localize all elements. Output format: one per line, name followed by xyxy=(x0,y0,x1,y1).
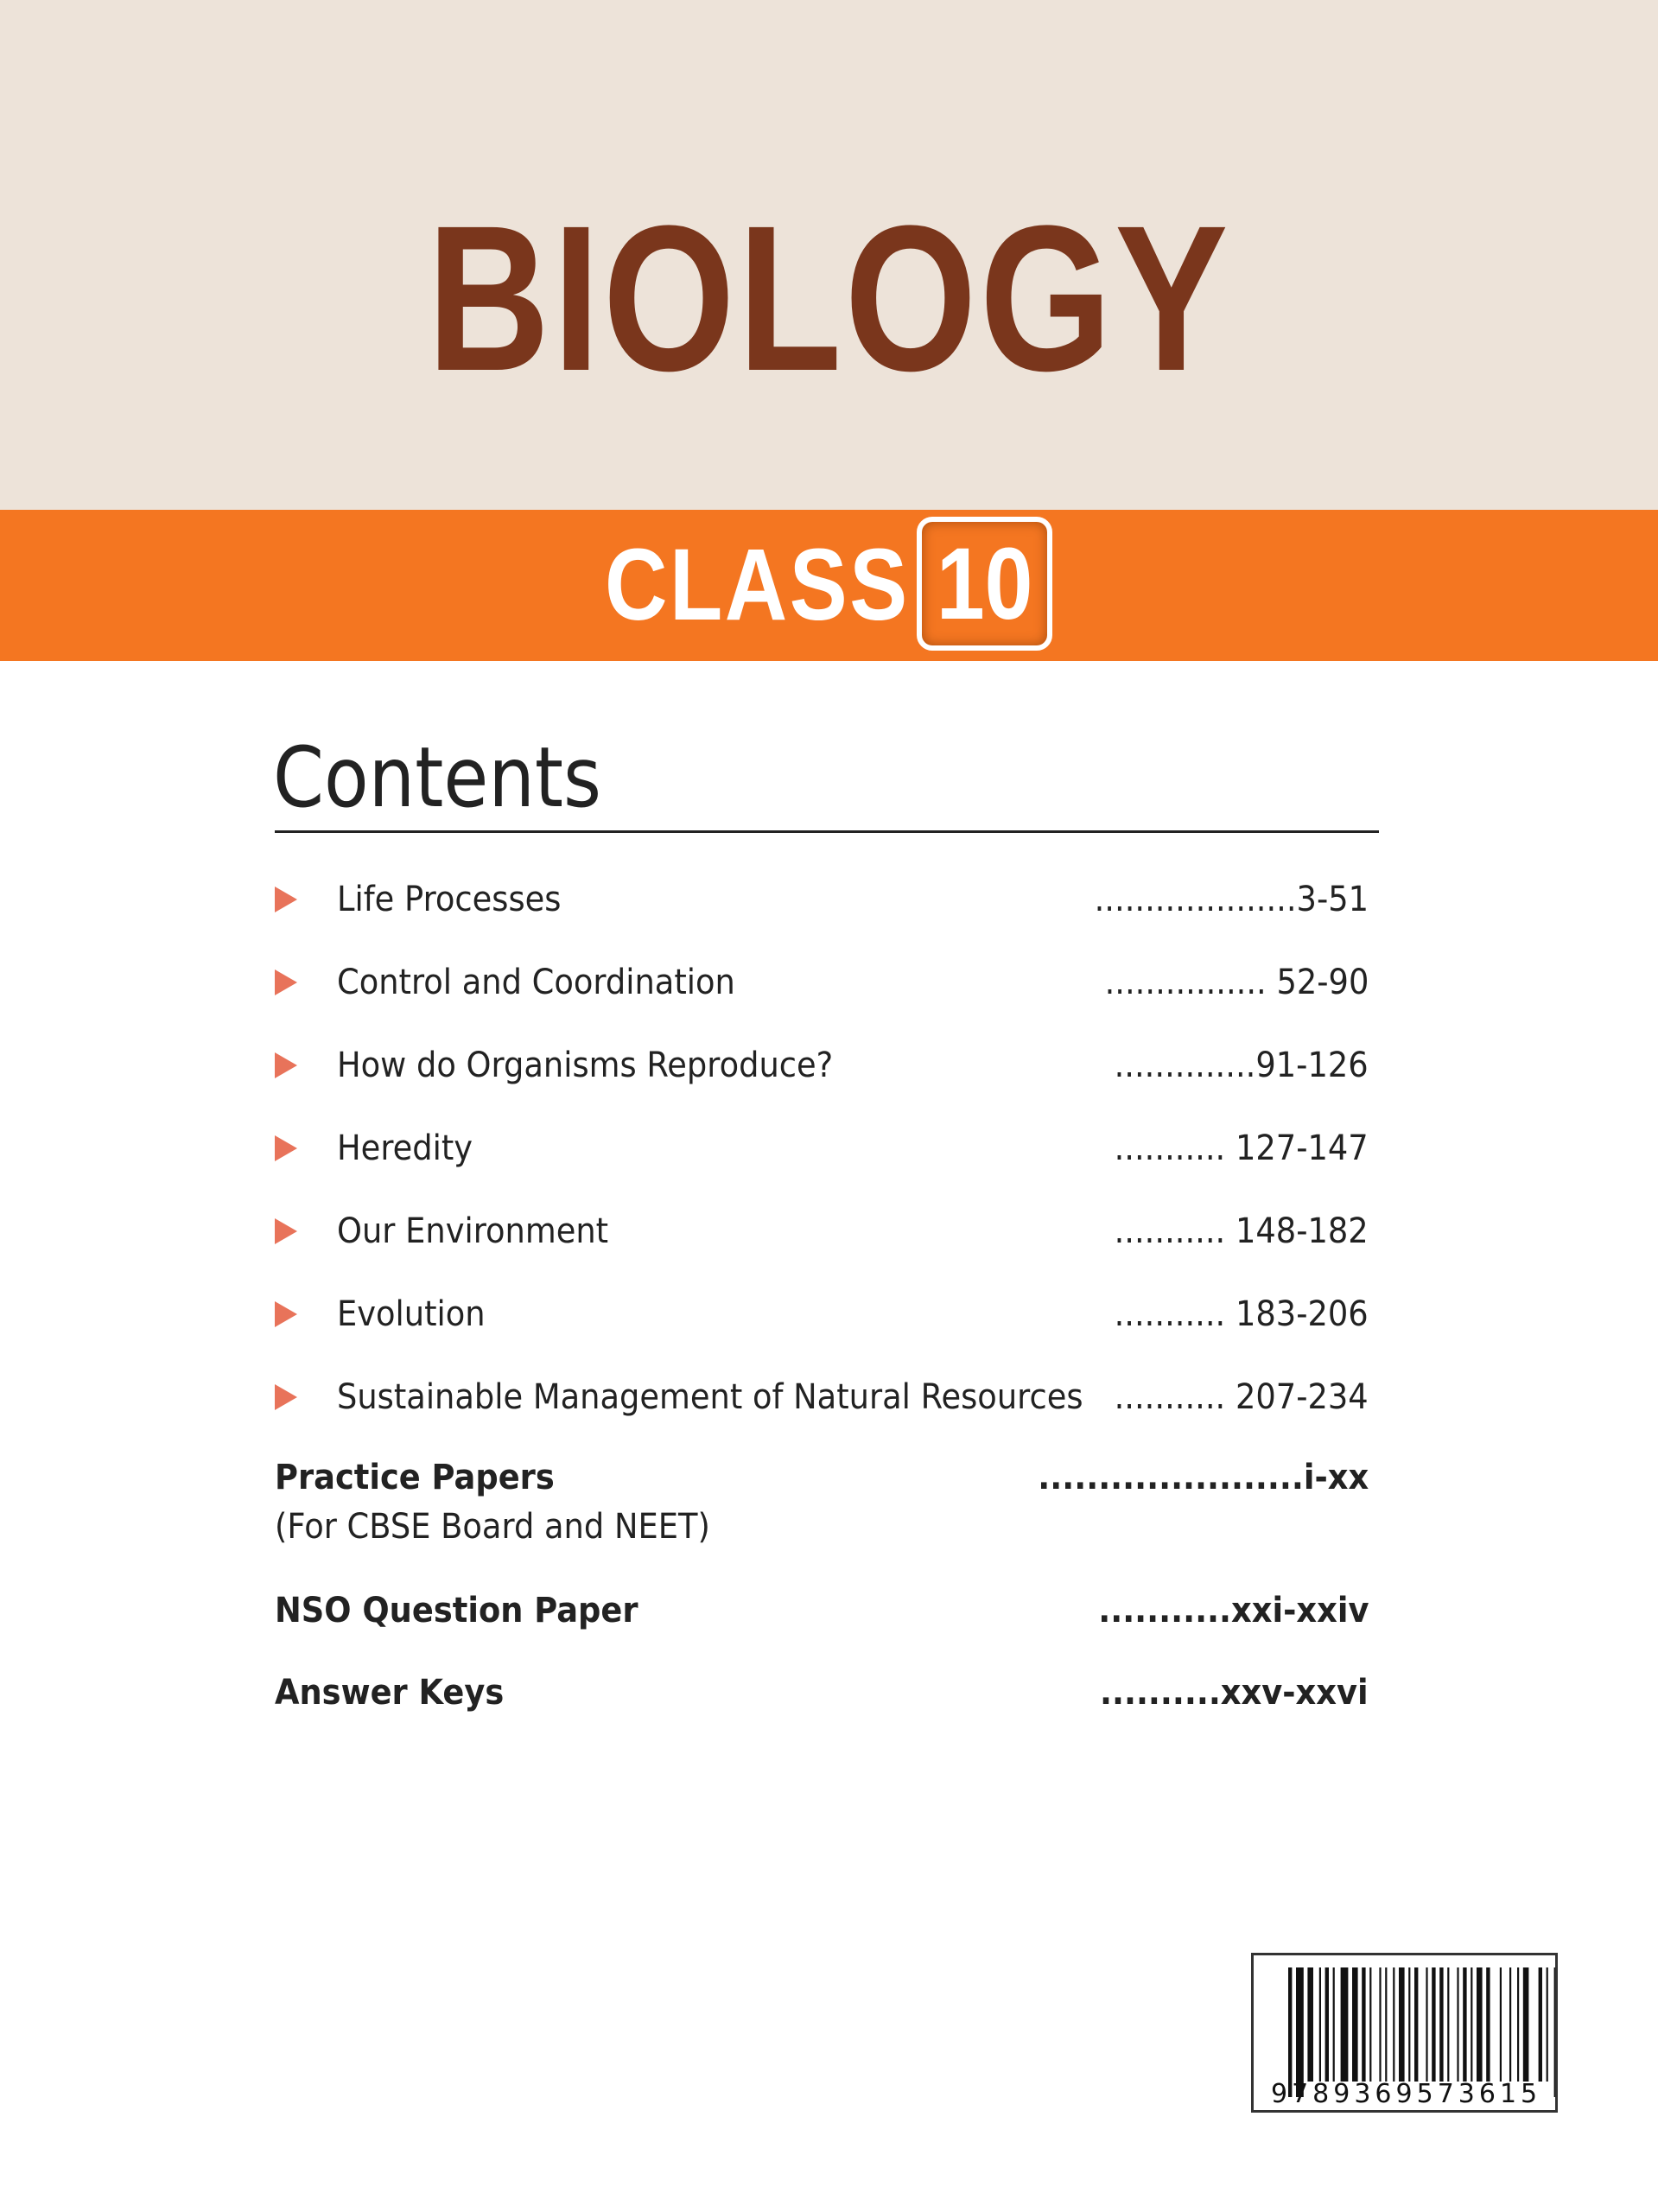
bullet-triangle-icon xyxy=(275,1384,297,1410)
toc-item-pages: ........... 148-182 xyxy=(1114,1211,1369,1251)
barcode-bar xyxy=(1554,1967,1555,2097)
barcode-bar xyxy=(1471,1967,1472,2082)
toc-item-label: Answer Keys xyxy=(275,1673,505,1713)
bullet-triangle-icon xyxy=(275,1052,297,1078)
toc-item xyxy=(275,1289,1369,1341)
barcode-bar xyxy=(1341,1967,1349,2082)
bullet-triangle-icon xyxy=(275,887,297,912)
barcode-bar xyxy=(1288,1967,1292,2097)
toc-item xyxy=(275,1372,1369,1424)
bullet-triangle-icon xyxy=(275,1135,297,1161)
barcode-bar xyxy=(1477,1967,1483,2082)
class-number: 10 xyxy=(936,526,1033,641)
barcode-bars xyxy=(1254,1955,1555,2110)
bullet-triangle-icon xyxy=(275,969,297,995)
barcode-bar xyxy=(1399,1967,1405,2082)
toc-item-label: Evolution xyxy=(337,1294,486,1334)
barcode-bar xyxy=(1307,1967,1313,2082)
class-label: CLASS xyxy=(605,528,910,642)
toc-item xyxy=(275,874,1369,926)
barcode-bar xyxy=(1432,1967,1435,2082)
toc-item-pages: ..............91-126 xyxy=(1114,1046,1369,1085)
toc-item xyxy=(275,1040,1369,1092)
toc-item-label: Control and Coordination xyxy=(337,963,735,1002)
toc-item-label: Life Processes xyxy=(337,880,562,919)
barcode-bar xyxy=(1408,1967,1410,2082)
book-title: BIOLOGY xyxy=(427,182,1231,414)
toc-item-pages: ...........xxi-xxiv xyxy=(1097,1591,1369,1630)
toc-item-pages: ........... 127-147 xyxy=(1114,1128,1369,1168)
barcode-bar xyxy=(1547,1967,1548,2082)
barcode-bar xyxy=(1439,1967,1443,2082)
barcode-bar xyxy=(1352,1967,1358,2082)
barcode-bar xyxy=(1463,1967,1466,2082)
toc-item-pages: ....................3-51 xyxy=(1094,880,1369,919)
toc-item-label: Our Environment xyxy=(337,1211,609,1251)
barcode-bar xyxy=(1447,1967,1449,2082)
barcode-bar xyxy=(1379,1967,1381,2082)
toc-item-pages: ......................i-xx xyxy=(1038,1458,1369,1497)
barcode-bar xyxy=(1325,1967,1329,2082)
class-number-badge xyxy=(917,517,1052,651)
barcode-bar xyxy=(1362,1967,1365,2082)
barcode-bar xyxy=(1517,1967,1519,2082)
bullet-triangle-icon xyxy=(275,1301,297,1327)
toc-item-pages: ........... 183-206 xyxy=(1114,1294,1369,1334)
toc-item-label: Practice Papers xyxy=(275,1458,555,1497)
barcode-bar xyxy=(1369,1967,1371,2082)
toc-item-pages: ................ 52-90 xyxy=(1104,963,1369,1002)
barcode-bar xyxy=(1486,1967,1490,2082)
barcode-bar xyxy=(1457,1967,1458,2082)
barcode-bar xyxy=(1296,1967,1304,2097)
contents-heading: Contents xyxy=(273,729,601,826)
toc-extra-item xyxy=(275,1668,1369,1719)
barcode-bar xyxy=(1333,1967,1335,2082)
toc-item-label: How do Organisms Reproduce? xyxy=(337,1046,834,1085)
divider xyxy=(275,830,1379,833)
barcode-bar xyxy=(1414,1967,1418,2082)
isbn-number: 9789369573615 xyxy=(1271,2079,1542,2109)
barcode-bar xyxy=(1385,1967,1387,2082)
barcode-bar xyxy=(1319,1967,1321,2082)
toc-item-pages: ..........xxv-xxvi xyxy=(1100,1673,1369,1713)
barcode-bar xyxy=(1523,1967,1529,2082)
toc-item-label: Sustainable Management of Natural Resources xyxy=(337,1377,1083,1417)
barcode-bar xyxy=(1509,1967,1511,2082)
toc-extra-item xyxy=(275,1452,1369,1504)
toc-item xyxy=(275,1206,1369,1258)
barcode-bar xyxy=(1539,1967,1542,2082)
toc-item-label: NSO Question Paper xyxy=(275,1591,638,1630)
toc-item-label: Heredity xyxy=(337,1128,473,1168)
toc-item-pages: ........... 207-234 xyxy=(1114,1377,1369,1417)
toc-extra-item xyxy=(275,1586,1369,1637)
practice-papers-subtitle: (For CBSE Board and NEET) xyxy=(275,1507,710,1547)
barcode-bar xyxy=(1500,1967,1502,2082)
barcode-bar xyxy=(1426,1967,1427,2082)
toc-item xyxy=(275,1123,1369,1175)
toc-item xyxy=(275,957,1369,1009)
barcode-bar xyxy=(1393,1967,1394,2082)
bullet-triangle-icon xyxy=(275,1218,297,1244)
barcode xyxy=(1251,1953,1558,2113)
